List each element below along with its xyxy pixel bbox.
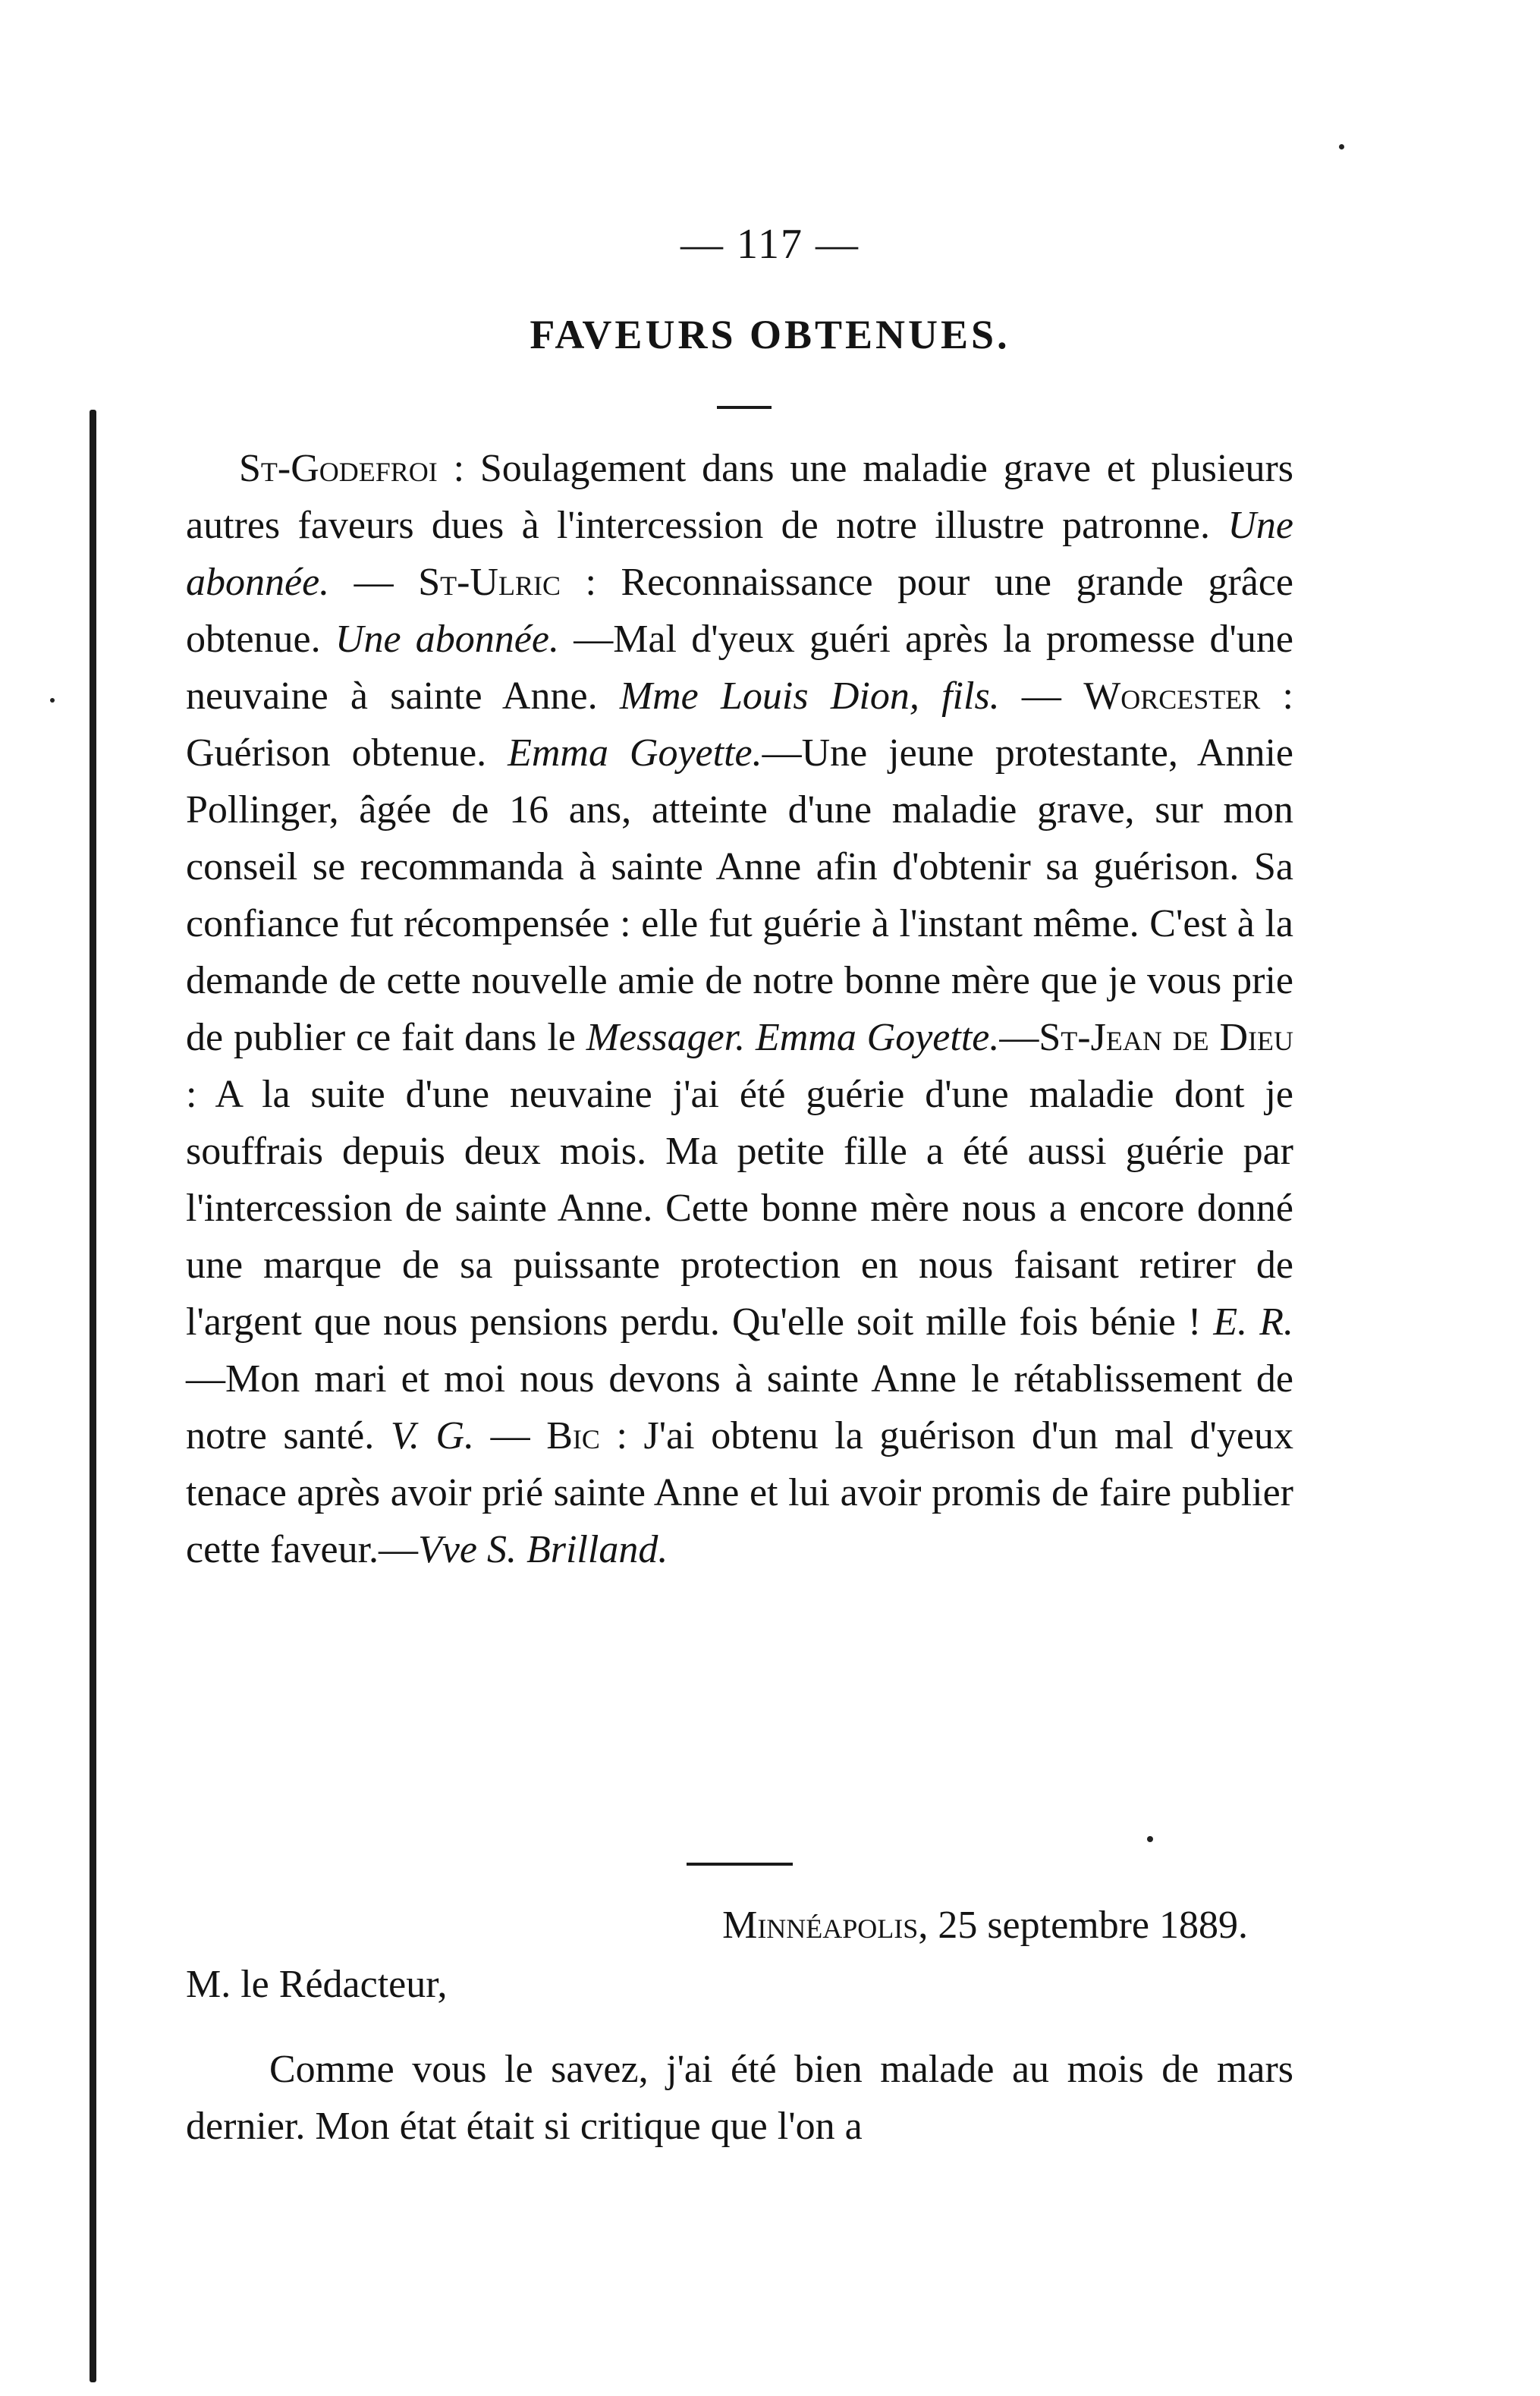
letter-dateline [186,1897,1248,1954]
signature: Mme Louis Dion, fils. [619,674,1000,718]
text-run: —Mon mari et moi nous devons à sainte Anne le rétablissement de notre santé. [186,1357,1293,1457]
speck [1339,144,1344,149]
place-name: Bic [546,1414,600,1457]
text-run: : Soulagement dans une maladie grave et plusieurs autres faveurs dues à l'intercession de notre illustre patronne. [186,447,1293,547]
text-run: — [999,674,1084,718]
signature: Une abonnée. [186,504,1293,604]
letter-place: Minnéapolis [722,1904,919,1947]
page-number: — 117 — [680,221,860,268]
signature: E. R. [1213,1300,1293,1344]
place-name: St-Ulric [418,561,561,604]
binding-shadow [90,410,96,2382]
place-name: St-Godefroi [239,447,438,490]
place-name: Worcester [1083,674,1261,718]
signature: Messager. [586,1016,746,1059]
letter-salutation: M. le Rédacteur, [186,1963,448,2006]
signature: Une abonnée. [335,618,559,661]
place-name: St-Jean de Dieu [1039,1016,1294,1059]
favours-paragraph [186,440,1293,1578]
section-rule [687,1863,793,1866]
text-run: : Guérison obtenue. [186,674,1293,775]
title-rule [717,406,772,409]
text-run: —Une jeune protestante, Annie Pollinger, âgée de 16 ans, atteinte d'une maladie grave, sur mon conseil se recommanda à sainte Anne afin d'obtenir sa guérison. Sa confiance fut récompensée : elle fut guérie à l'instant même. C'est à la demande de cette nouvelle amie de notre bonne mère que je vous prie de publier ce fait dans le [186,731,1293,1059]
page-title: FAVEURS OBTENUES. [530,312,1010,357]
letter-body: Comme vous le savez, j'ai été bien malade au mois de mars dernier. Mon état était si critique que l'on a [186,2048,1293,2148]
text-run: : Reconnaissance pour une grande grâce obtenue. [186,561,1294,661]
text-run [745,1016,756,1059]
signature: V. G. [390,1414,475,1457]
signature: Vve S. Brilland. [418,1528,668,1571]
text-run: : A la suite d'une neuvaine j'ai été guérie d'une maladie dont je souffrais depuis deux mois. Ma petite fille a été aussi guérie par l'intercession de sainte Anne. Cette bonne mère nous a encore donné une marque de sa puissante protection en nous faisant retirer de l'argent que nous pensions perdu. Qu'elle soit mille fois bénie ! [186,1073,1293,1344]
letter-date: , 25 septembre 1889. [918,1904,1248,1947]
speck [1147,1836,1153,1842]
speck [50,698,55,703]
text-run: — [474,1414,547,1457]
text-run: —Mal d'yeux guéri après la promesse d'une neuvaine à sainte Anne. [186,618,1294,718]
text-run: : J'ai obtenu la guérison d'un mal d'yeux tenace après avoir prié sainte Anne et lui avoir promis de faire publier cette faveur.— [186,1414,1294,1571]
binding-edge-lower [0,0,106,2396]
signature: Emma Goyette. [508,731,762,775]
text-run: — [329,561,419,604]
text-run: — [999,1016,1039,1059]
signature: Emma Goyette. [755,1016,1000,1059]
